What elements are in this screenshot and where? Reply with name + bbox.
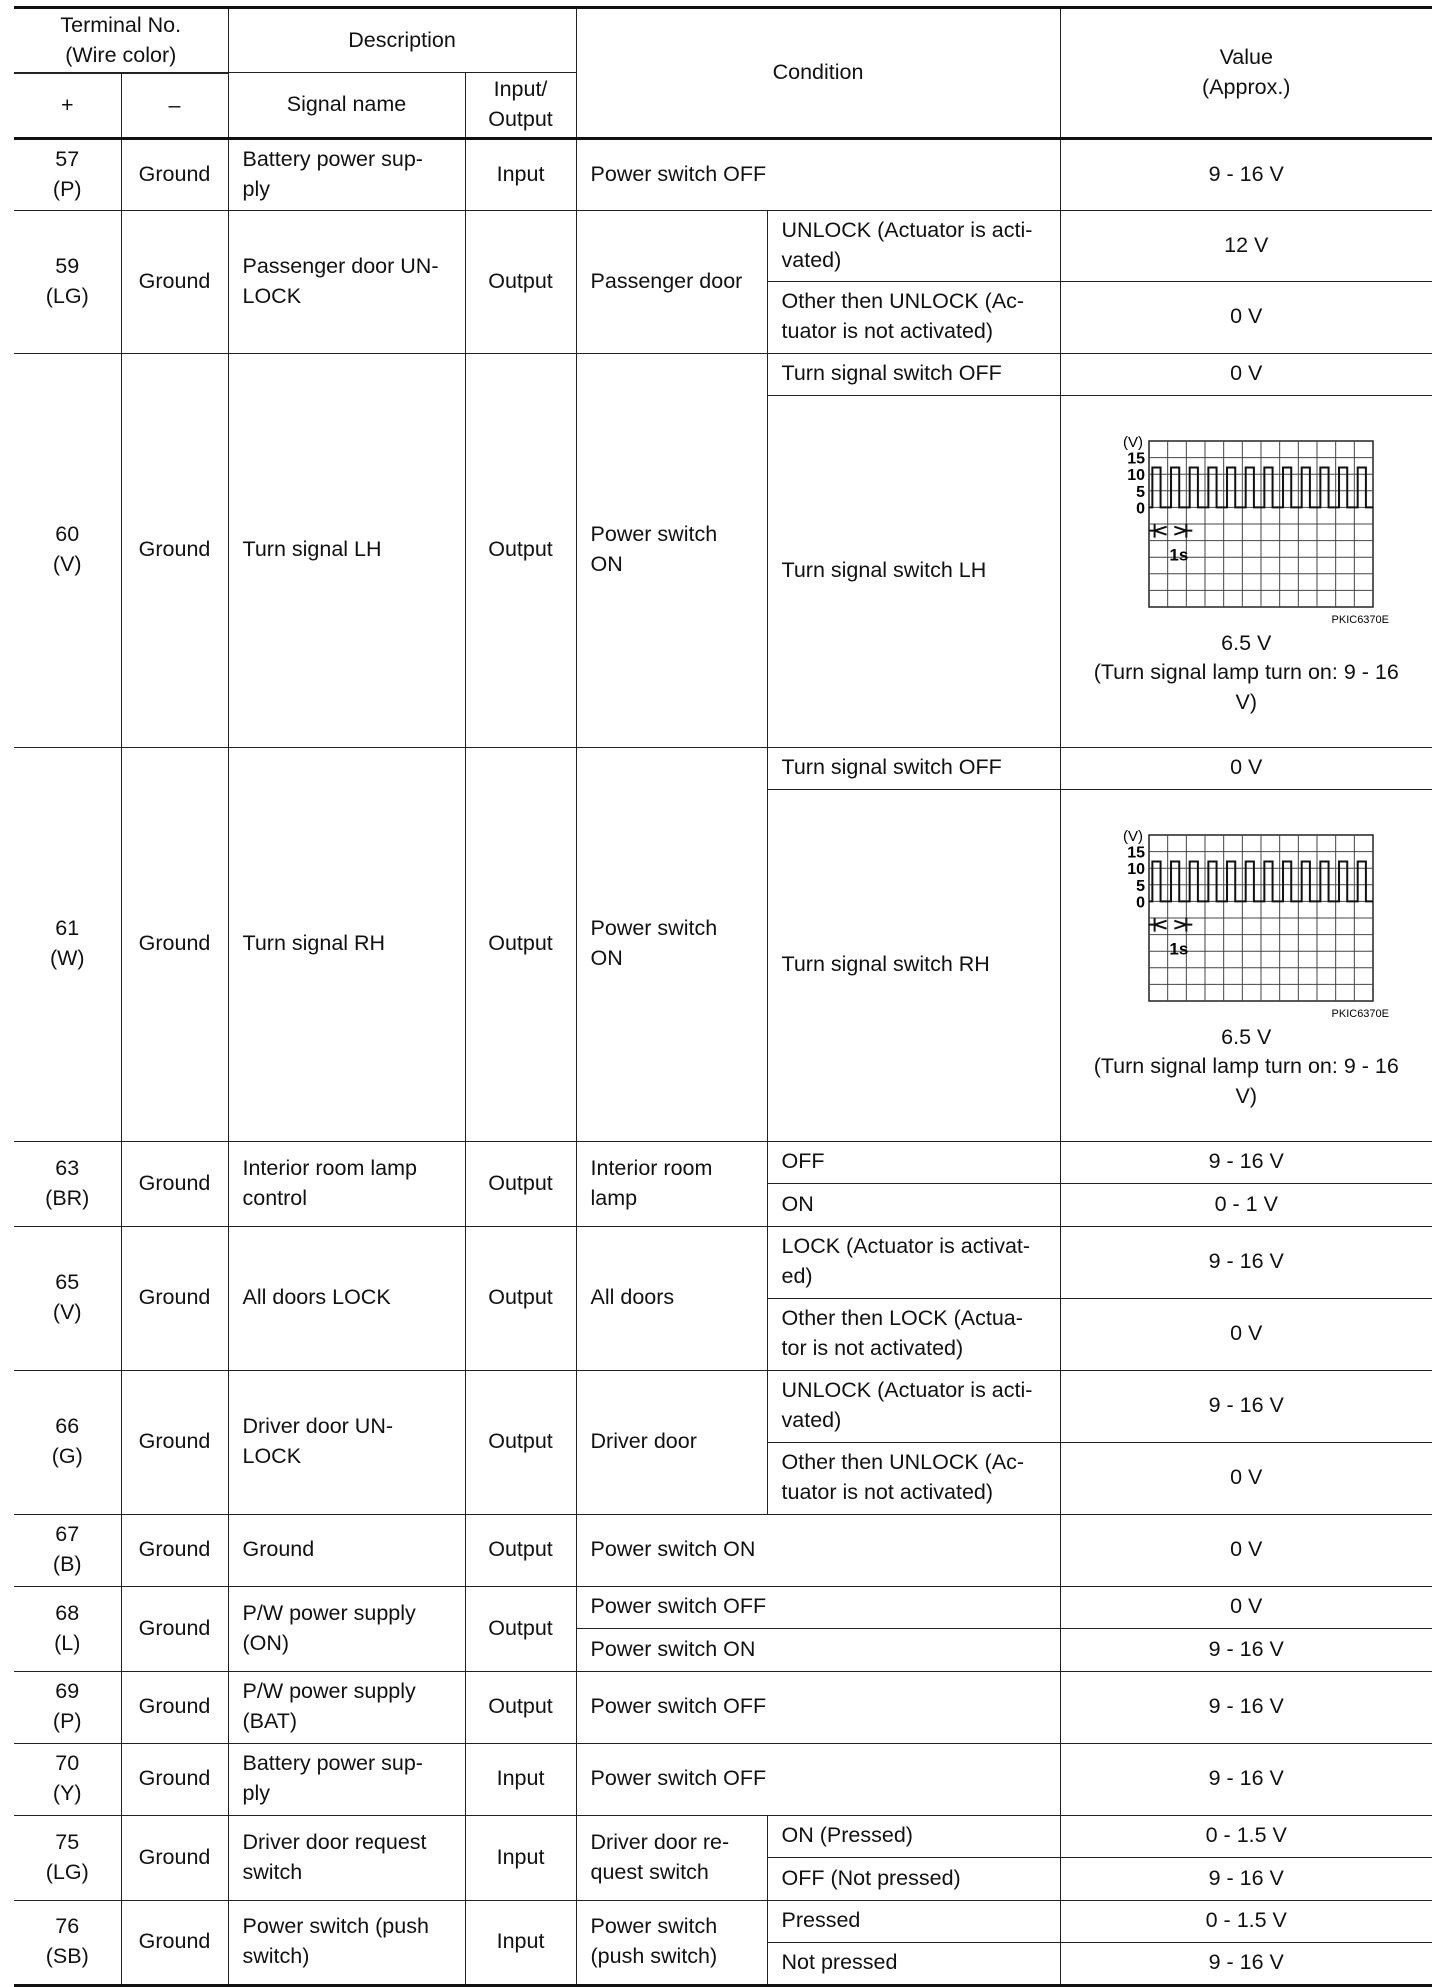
ground-label: Ground [121,1226,228,1370]
signal-name: Passenger door UN- LOCK [228,210,465,353]
condition: All doors [576,1226,767,1370]
value: 0 V [1060,1586,1432,1628]
value: 9 - 16 V [1060,1671,1432,1743]
sub-condition: Pressed [767,1900,1060,1942]
waveform-cell [1060,395,1432,747]
tick-label: 10 [1127,466,1146,484]
io-type: Input [465,1743,576,1815]
value: 9 - 16 V [1060,1370,1432,1442]
sub-condition: Turn signal switch OFF [767,353,1060,395]
io-type: Input [465,138,576,210]
signal-name: Battery power sup- ply [228,138,465,210]
figure-code: PKIC6370E [1331,613,1390,625]
value: 0 - 1.5 V [1060,1900,1432,1942]
waveform-chart [1101,425,1391,625]
condition: Power switch ON [576,1514,1060,1586]
tick-label: 0 [1136,500,1146,518]
io-type: Input [465,1815,576,1900]
sub-condition: Turn signal switch LH [767,395,1060,747]
header-terminal: Terminal No. (Wire color) [14,8,228,73]
table-row [14,747,1432,789]
signal-name: Turn signal LH [228,353,465,747]
ground-label: Ground [121,138,228,210]
waveform-value: 6.5 V (Turn signal lamp turn on: 9 - 16 V) [1093,1024,1399,1108]
condition: Power switch OFF [576,1743,1060,1815]
ground-label: Ground [121,1900,228,1985]
table-row [14,1900,1432,1942]
waveform-cell [1060,789,1432,1141]
tick-label: 0 [1136,894,1146,912]
io-type: Output [465,210,576,353]
sub-condition: ON (Pressed) [767,1815,1060,1857]
io-type: Output [465,747,576,1141]
ground-label: Ground [121,747,228,1141]
value: 0 V [1060,1514,1432,1586]
axis-unit: (V) [1123,433,1144,451]
tick-label: 5 [1136,877,1146,895]
header-value: Value (Approx.) [1060,8,1432,139]
io-type: Output [465,1141,576,1226]
sub-condition: ON [767,1183,1060,1226]
table-row [14,1586,1432,1628]
value: 9 - 16 V [1060,1141,1432,1183]
terminal-no: 61 (W) [14,747,121,1141]
terminal-no: 65 (V) [14,1226,121,1370]
value: 9 - 16 V [1060,1857,1432,1900]
io-type: Output [465,1226,576,1370]
condition: Power switch ON [576,747,767,1141]
terminal-no: 69 (P) [14,1671,121,1743]
sub-condition: Other then UNLOCK (Ac- tuator is not activated) [767,1442,1060,1514]
table-row [14,1370,1432,1442]
value: 0 V [1060,1442,1432,1514]
ground-label: Ground [121,1370,228,1514]
table-row [14,1815,1432,1857]
waveform-chart [1101,819,1391,1019]
tick-label: 15 [1127,844,1146,862]
sub-condition: UNLOCK (Actuator is acti- vated) [767,1370,1060,1442]
ground-label: Ground [121,1815,228,1900]
value: 0 V [1060,281,1432,353]
period-arrow [1175,920,1193,928]
ground-label: Ground [121,1671,228,1743]
sub-condition: Other then UNLOCK (Ac- tuator is not activated) [767,281,1060,353]
value: 0 V [1060,1298,1432,1370]
sub-condition: Turn signal switch RH [767,789,1060,1141]
header-description: Description [228,8,576,73]
tick-label: 10 [1127,860,1146,878]
condition: Driver door re- quest switch [576,1815,767,1900]
tick-label: 15 [1127,450,1146,468]
sub-condition: Turn signal switch OFF [767,747,1060,789]
table-row [14,210,1432,281]
table-row [14,1671,1432,1743]
table-row [14,1514,1432,1586]
terminal-no: 57 (P) [14,138,121,210]
terminal-no: 67 (B) [14,1514,121,1586]
condition: Driver door [576,1370,767,1514]
condition: Interior room lamp [576,1141,767,1226]
terminal-no: 76 (SB) [14,1900,121,1985]
sub-condition: Other then LOCK (Actua- tor is not activated) [767,1298,1060,1370]
signal-name: Ground [228,1514,465,1586]
ground-label: Ground [121,1586,228,1671]
signal-name: Driver door request switch [228,1815,465,1900]
terminal-no: 59 (LG) [14,210,121,353]
io-type: Input [465,1900,576,1985]
condition: Passenger door [576,210,767,353]
sub-condition: LOCK (Actuator is activat- ed) [767,1226,1060,1298]
value: 9 - 16 V [1060,1628,1432,1671]
sub-condition: Not pressed [767,1942,1060,1985]
condition: Power switch OFF [576,1671,1060,1743]
terminal-no: 60 (V) [14,353,121,747]
terminal-no: 63 (BR) [14,1141,121,1226]
terminal-no: 75 (LG) [14,1815,121,1900]
signal-name: All doors LOCK [228,1226,465,1370]
sub-condition: OFF (Not pressed) [767,1857,1060,1900]
value: 9 - 16 V [1060,138,1432,210]
value: 12 V [1060,210,1432,281]
ground-label: Ground [121,1141,228,1226]
value: 0 V [1060,747,1432,789]
ground-label: Ground [121,353,228,747]
tick-label: 5 [1136,483,1146,501]
waveform-value: 6.5 V (Turn signal lamp turn on: 9 - 16 V) [1093,630,1399,714]
table-row [14,1226,1432,1298]
signal-name: Driver door UN- LOCK [228,1370,465,1514]
period-label: 1s [1169,545,1189,565]
period-arrow [1149,920,1167,928]
period-arrow [1175,526,1193,534]
condition: Power switch ON [576,353,767,747]
table-row [14,1743,1432,1815]
table-row [14,353,1432,395]
ground-label: Ground [121,210,228,353]
table-row [14,138,1432,210]
signal-name: Turn signal RH [228,747,465,1141]
value: 9 - 16 V [1060,1942,1432,1985]
value: 0 - 1.5 V [1060,1815,1432,1857]
header-minus: – [121,74,228,138]
value: 0 - 1 V [1060,1183,1432,1226]
io-type: Output [465,1370,576,1514]
sub-condition: OFF [767,1141,1060,1183]
terminal-no: 66 (G) [14,1370,121,1514]
period-label: 1s [1169,939,1189,959]
terminal-table [14,6,1432,1987]
header-condition: Condition [576,8,1060,139]
terminal-no: 70 (Y) [14,1743,121,1815]
io-type: Output [465,1671,576,1743]
terminal-no: 68 (L) [14,1586,121,1671]
signal-name: P/W power supply (ON) [228,1586,465,1671]
value: 9 - 16 V [1060,1743,1432,1815]
signal-name: Interior room lamp control [228,1141,465,1226]
figure-code: PKIC6370E [1331,1007,1390,1019]
header-plus: + [14,74,121,138]
signal-name: Battery power sup- ply [228,1743,465,1815]
table-row [14,1141,1432,1183]
value: 9 - 16 V [1060,1226,1432,1298]
io-type: Output [465,353,576,747]
sub-condition: UNLOCK (Actuator is acti- vated) [767,210,1060,281]
ground-label: Ground [121,1514,228,1586]
axis-unit: (V) [1123,827,1144,845]
io-type: Output [465,1514,576,1586]
condition: Power switch (push switch) [576,1900,767,1985]
condition: Power switch OFF [576,1586,1060,1628]
signal-name: Power switch (push switch) [228,1900,465,1985]
signal-name: P/W power supply (BAT) [228,1671,465,1743]
condition: Power switch OFF [576,138,1060,210]
header-io: Input/ Output [465,73,576,138]
value: 0 V [1060,353,1432,395]
period-arrow [1149,526,1167,534]
io-type: Output [465,1586,576,1671]
ground-label: Ground [121,1743,228,1815]
header-signal-name: Signal name [228,73,465,138]
condition: Power switch ON [576,1628,1060,1671]
